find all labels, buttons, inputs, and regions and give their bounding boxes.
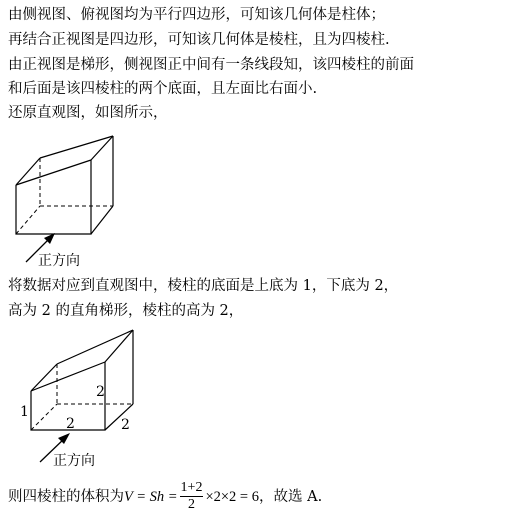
figure-prism-1	[0, 128, 180, 274]
text-line-7: 高为 2 的直角梯形，棱柱的高为 2，	[8, 303, 244, 319]
text-line-5: 还原直观图，如图所示，	[8, 105, 168, 121]
text-line-1: 由侧视图、俯视图均为平行四边形，可知该几何体是柱体；	[8, 7, 385, 23]
figure2-label-left: 1	[20, 404, 29, 420]
text-line-2: 再结合正视图是四边形，可知该几何体是棱柱，且为四棱柱.	[8, 32, 390, 48]
formula-prefix: 则四棱柱的体积为	[8, 488, 124, 505]
formula-suffix: ，故选 A.	[259, 488, 323, 505]
formula-rhs: ×2×2 = 6	[205, 488, 259, 505]
text-line-3: 由正视图是梯形，侧视图正中间有一条线段知，该四棱柱的前面	[8, 57, 414, 73]
fraction-denominator: 2	[188, 497, 195, 512]
volume-formula-line	[8, 480, 322, 513]
fraction-numerator: 1+2	[180, 480, 203, 495]
text-line-6: 将数据对应到直观图中，棱柱的底面是上底为 1，下底为 2，	[8, 278, 399, 294]
figure1-direction-label: 正方向	[38, 253, 80, 269]
formula-fraction	[180, 480, 204, 513]
figure2-label-mid-right: 2	[96, 384, 105, 400]
figure2-direction-label: 正方向	[53, 453, 95, 469]
formula-lhs: V = Sh =	[124, 488, 178, 505]
figure2-label-bottom: 2	[66, 416, 75, 432]
figure2-label-right: 2	[121, 417, 130, 433]
figure-prism-2	[0, 326, 180, 472]
text-line-4: 和后面是该四棱柱的两个底面，且左面比右面小.	[8, 81, 318, 97]
